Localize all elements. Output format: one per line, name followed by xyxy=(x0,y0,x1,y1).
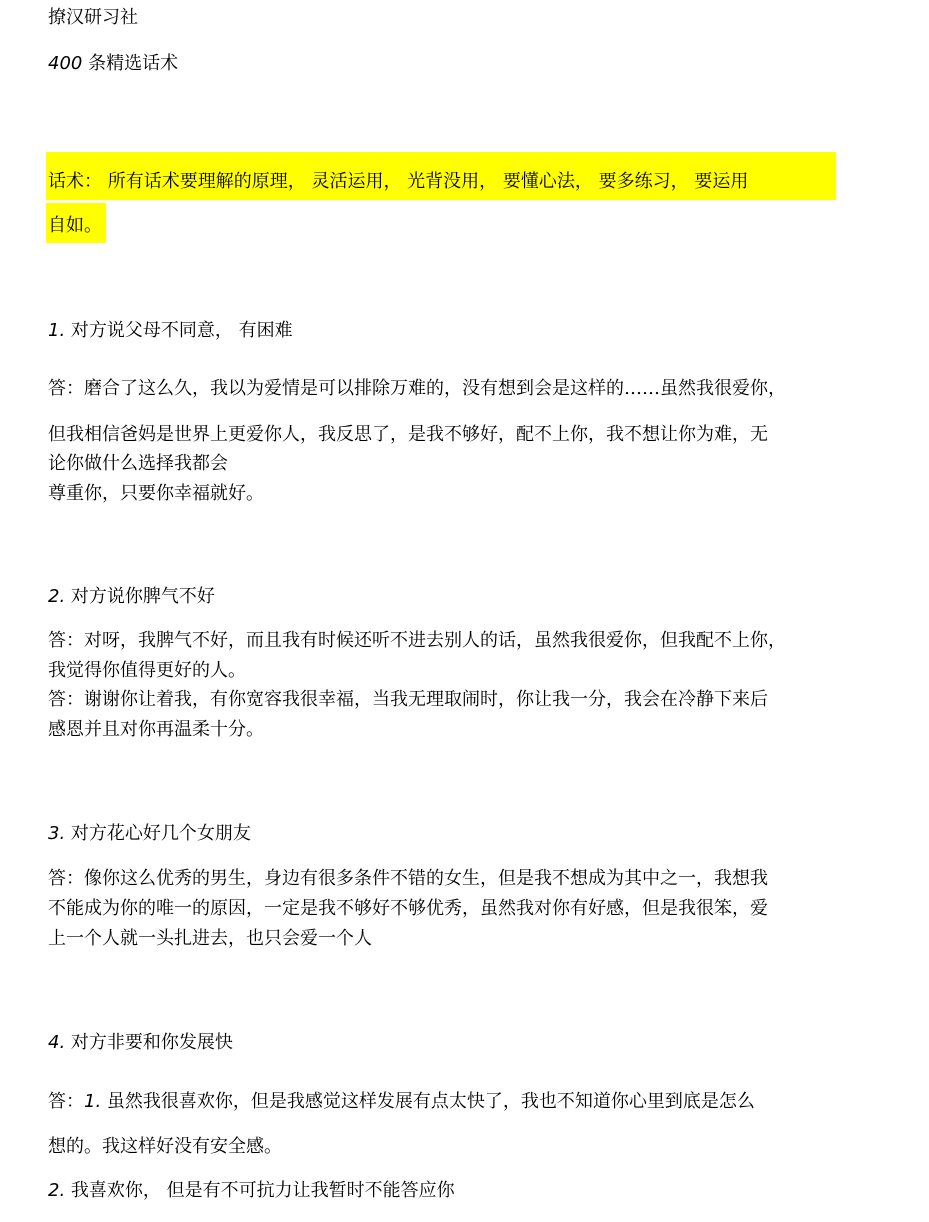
section-2-line: 答：谢谢你让着我，有你宽容我很幸福，当我无理取闹时，你让我一分，我会在冷静下来后 xyxy=(48,689,768,710)
answer-1-text: 虽然我很喜欢你，但是我感觉这样发展有点太快了，我也不知道你心里到底是怎么 xyxy=(101,1091,755,1112)
section-1-line: 论你做什么选择我都会 xyxy=(48,453,228,474)
section-4-answer-2 xyxy=(48,1179,455,1203)
org-name: 撩汉研习社 xyxy=(48,7,138,28)
section-4-answer-1 xyxy=(48,1090,755,1114)
section-3-number: 3. xyxy=(48,823,66,844)
section-2-line: 答：对呀，我脾气不好，而且我有时候还听不进去别人的话，虽然我很爱你，但我配不上你， xyxy=(48,630,786,651)
section-3-line: 答：像你这么优秀的男生，身边有很多条件不错的女生，但是我不想成为其中之一，我想我 xyxy=(48,868,768,889)
answer-2-text: 我喜欢你， 但是有不可抗力让我暂时不能答应你 xyxy=(65,1180,455,1201)
section-2-title xyxy=(48,585,215,609)
section-3-title-text: 对方花心好几个女朋友 xyxy=(65,823,251,844)
subtitle-number: 400 xyxy=(48,53,83,74)
section-4-title-text: 对方非要和你发展快 xyxy=(65,1032,233,1053)
document-subtitle xyxy=(48,52,178,76)
section-4-title xyxy=(48,1031,233,1055)
subtitle-text: 条精选话术 xyxy=(82,53,179,74)
section-2-number: 2. xyxy=(48,586,66,607)
section-2-title-text: 对方说你脾气不好 xyxy=(65,586,215,607)
section-3-line: 不能成为你的唯一的原因，一定是我不够好不够优秀，虽然我对你有好感，但是我很笨，爱 xyxy=(48,898,768,919)
section-3-title xyxy=(48,822,251,846)
answer-2-number: 2. xyxy=(48,1180,66,1201)
answer-prefix: 答： xyxy=(48,1091,84,1112)
section-1-number: 1. xyxy=(48,320,66,341)
section-3-line: 上一个人就一头扎进去，也只会爱一个人 xyxy=(48,928,372,949)
section-4-number: 4. xyxy=(48,1032,66,1053)
section-4-answer-1-line-2: 想的。我这样好没有安全感。 xyxy=(48,1136,282,1157)
intro-line-2: 自如。 xyxy=(48,215,102,236)
section-2-line: 感恩并且对你再温柔十分。 xyxy=(48,719,264,740)
answer-1-number: 1. xyxy=(84,1091,102,1112)
section-1-title xyxy=(48,319,293,343)
intro-line-1: 话术： 所有话术要理解的原理， 灵活运用， 光背没用， 要懂心法， 要多练习， 要运用 xyxy=(48,171,749,192)
section-1-line: 但我相信爸妈是世界上更爱你人，我反思了，是我不够好，配不上你，我不想让你为难，无 xyxy=(48,424,768,445)
section-1-line: 答：磨合了这么久，我以为爱情是可以排除万难的，没有想到会是这样的……虽然我很爱你， xyxy=(48,378,786,399)
section-1-title-text: 对方说父母不同意， 有困难 xyxy=(65,320,293,341)
section-2-line: 我觉得你值得更好的人。 xyxy=(48,660,246,681)
section-1-line: 尊重你，只要你幸福就好。 xyxy=(48,483,264,504)
